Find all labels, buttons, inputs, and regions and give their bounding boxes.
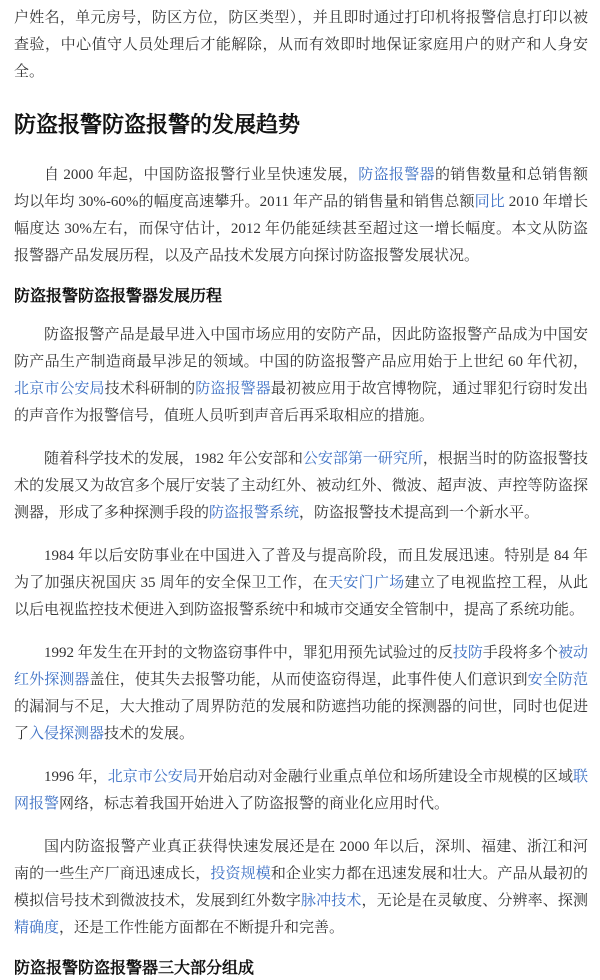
inline-link[interactable]: 技防 [452, 645, 483, 661]
text-segment: 1992 年发生在开封的文物盗窃事件中，罪犯用预先试验过的反 [44, 645, 453, 661]
inline-link[interactable]: 防盗报警系统 [209, 505, 300, 521]
text-segment: 2010 年增长幅度达 30%左右，而保守估计，2012 年仍能延续甚至超过这一增长幅度。本文从防盗报警器产品发展历程，以及产品技术发展方向探讨防盗报警发展状况。 [14, 194, 588, 264]
text-segment: 1984 年以后安防事业在中国进入了普及与提高阶段，而且发展迅速。特别是 84 年为了加强庆祝国庆 35 周年的安全保卫工作，在 [14, 548, 588, 591]
subsection-heading-development-history: 防盗报警防盗报警器发展历程 [14, 288, 223, 305]
paragraph [14, 640, 588, 748]
text-segment: 自 2000 年起，中国防盗报警行业呈快速发展， [44, 167, 359, 183]
text-segment: 手段将多个 [482, 645, 558, 661]
inline-link[interactable]: 投资规模 [210, 866, 271, 882]
text-segment: ，还是工作性能方面都在不断提升和完善。 [59, 920, 345, 936]
text-segment: 网络，标志着我国开始进入了防盗报警的商业化应用时代。 [59, 796, 450, 812]
text-segment: 随着科学技术的发展，1982 年公安部和 [44, 451, 303, 467]
inline-link[interactable]: 北京市公安局 [107, 769, 198, 785]
text-segment: ，无论是在灵敏度、分辨率、探测 [361, 893, 588, 909]
inline-link[interactable]: 脉冲技术 [301, 893, 362, 909]
text-segment: 开始启动对金融行业重点单位和场所建设全市规模的区域 [197, 769, 573, 785]
text-segment: 建立了电视监控工程，从此以后电视监控技术便进入到防盗报警系统中和城市交通安全管制中，提高了系统功能。 [14, 575, 588, 618]
paragraph [14, 446, 588, 527]
text-segment: 最初被应用于故宫博物院，通过罪犯行窃时发出的声音作为报警信号，值班人员听到声音后再采取相应的措施。 [14, 381, 588, 424]
paragraph [14, 162, 588, 270]
inline-link[interactable]: 公安部第一研究所 [302, 451, 423, 467]
inline-link[interactable]: 被动红外探测器 [14, 645, 588, 688]
inline-link[interactable]: 防盗报警器 [195, 381, 271, 397]
inline-link[interactable]: 天安门广场 [328, 575, 405, 591]
paragraph [14, 764, 588, 818]
text-segment: 技术的发展。 [104, 726, 195, 742]
text-segment: 和企业实力都在迅速发展和壮大。产品从最初的模拟信号技术到微波技术，发展到红外数字 [14, 866, 588, 909]
inline-link[interactable]: 联网报警 [14, 769, 588, 812]
inline-link[interactable]: 北京市公安局 [14, 381, 105, 397]
text-segment: 1996 年， [44, 769, 108, 785]
text-segment: 户姓名，单元房号，防区方位，防区类型），并且即时通过打印机将报警信息打印以被查验，中心值守人员处理后才能解除，从而有效即时地保证家庭用户的财产和人身安全。 [14, 10, 588, 80]
inline-link[interactable]: 防盗报警器 [358, 167, 435, 183]
paragraph-continuation [14, 5, 588, 86]
inline-link[interactable]: 精确度 [14, 920, 60, 936]
inline-link[interactable]: 安全防范 [527, 672, 588, 688]
text-segment: ，防盗报警技术提高到一个新水平。 [299, 505, 540, 521]
paragraph [14, 543, 588, 624]
text-segment: 的销售数量和总销售额均以年均 30%-60%的幅度高速攀升。2011 年产品的销售量和销售总额 [14, 167, 588, 210]
subsection-heading-three-components: 防盗报警防盗报警器三大部分组成 [14, 960, 255, 977]
paragraph [14, 322, 588, 430]
text-segment: 盖住，使其失去报警功能，从而使盗窃得逞，此事件使人们意识到 [89, 672, 528, 688]
inline-link[interactable]: 同比 [474, 194, 505, 210]
text-segment: ，根据当时的防盗报警技术的发展又为故宫多个展厅安装了主动红外、被动红外、微波、超声波、声控等防盗探测器，形成了多种探测手段的 [14, 451, 588, 521]
inline-link[interactable]: 入侵探测器 [29, 726, 105, 742]
text-segment: 技术科研制的 [104, 381, 196, 397]
text-segment: 防盗报警产品是最早进入中国市场应用的安防产品，因此防盗报警产品成为中国安防产品生产制造商最早涉足的领域。中国的防盗报警产品应用始于上世纪 60 年代初， [14, 327, 588, 370]
section-heading-development-trend: 防盗报警防盗报警的发展趋势 [14, 112, 301, 137]
text-segment: 国内防盗报警产业真正获得快速发展还是在 2000 年以后，深圳、福建、浙江和河南的一些生产厂商迅速成长， [14, 839, 588, 882]
paragraph [14, 834, 588, 942]
text-segment: 的漏洞与不足，大大推动了周界防范的发展和防遮挡功能的探测器的问世，同时也促进了 [14, 699, 588, 742]
